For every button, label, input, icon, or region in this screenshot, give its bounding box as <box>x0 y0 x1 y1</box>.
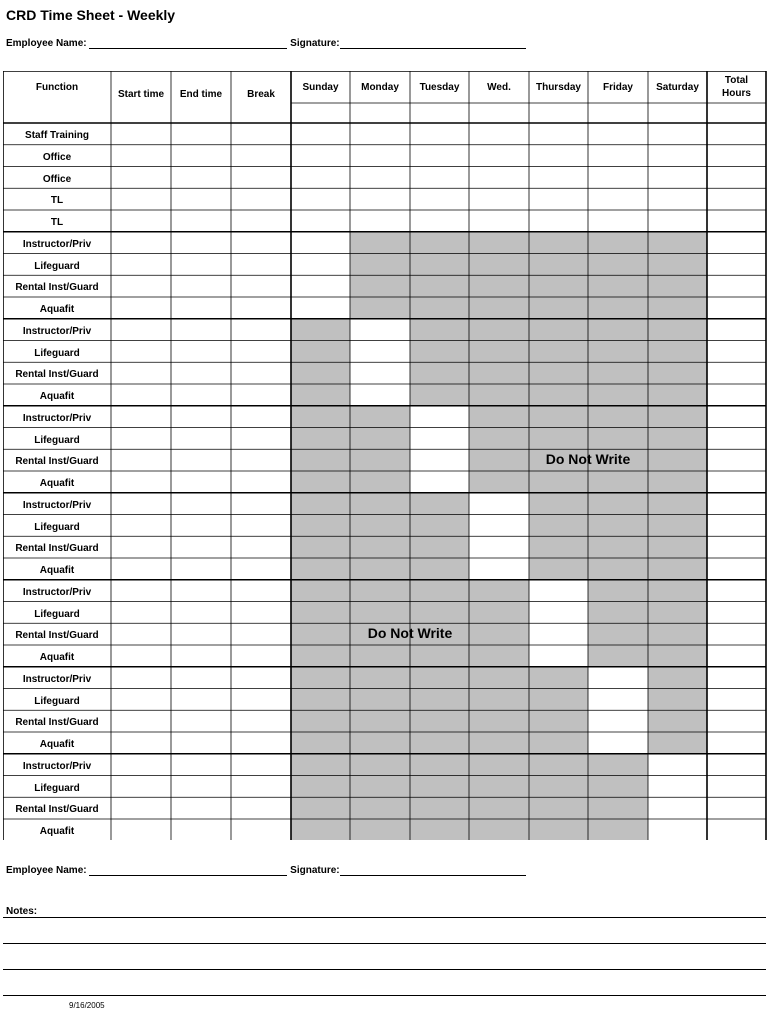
shaded-cell <box>350 580 410 602</box>
function-label: Instructor/Priv <box>22 673 92 685</box>
shaded-cell <box>469 645 529 667</box>
column-header <box>291 81 350 94</box>
function-label: Lifeguard <box>34 608 80 620</box>
shaded-cell <box>350 536 410 558</box>
signature-label-bottom: Signature: <box>290 865 340 876</box>
shaded-cell <box>291 471 350 493</box>
shaded-cell <box>529 819 588 840</box>
function-label: Instructor/Priv <box>22 586 92 598</box>
notes-line-4[interactable] <box>3 995 766 996</box>
employee-name-field-bottom[interactable] <box>89 865 287 876</box>
shaded-cell <box>291 536 350 558</box>
shaded-cell <box>529 275 588 297</box>
shaded-cell <box>469 710 529 732</box>
shaded-cell <box>410 362 469 384</box>
function-label: Rental Inst/Guard <box>15 282 99 294</box>
shaded-cell <box>469 602 529 624</box>
shaded-cell <box>529 776 588 798</box>
shaded-cell <box>469 341 529 363</box>
shaded-cell <box>529 297 588 319</box>
shaded-cell <box>588 580 648 602</box>
shaded-cell <box>410 580 469 602</box>
shaded-cell <box>469 232 529 254</box>
shaded-cell <box>291 558 350 580</box>
shaded-cell <box>469 384 529 406</box>
function-label: TL <box>50 217 64 228</box>
shaded-cell <box>648 602 707 624</box>
signature-field-bottom[interactable] <box>340 865 526 876</box>
shaded-cell <box>410 797 469 819</box>
function-label: Aquafit <box>39 739 75 750</box>
column-header-line: Monday <box>361 82 399 93</box>
shaded-cell <box>291 428 350 450</box>
shaded-cell <box>588 819 648 840</box>
employee-signature-row-bottom <box>6 865 526 876</box>
shaded-cell <box>588 341 648 363</box>
column-header <box>3 81 111 94</box>
shaded-cell <box>350 232 410 254</box>
shaded-cell <box>410 275 469 297</box>
shaded-cell <box>648 341 707 363</box>
shaded-cell <box>350 819 410 840</box>
column-header <box>648 81 707 94</box>
shaded-cell <box>291 384 350 406</box>
do-not-write-label: Do Not Write <box>367 625 453 642</box>
shaded-cell <box>588 754 648 776</box>
shaded-cell <box>410 384 469 406</box>
shaded-cell <box>469 471 529 493</box>
employee-name-label-bottom: Employee Name: <box>6 865 87 876</box>
shaded-cell <box>529 689 588 711</box>
function-label: Instructor/Priv <box>22 499 92 511</box>
shaded-cell <box>648 667 707 689</box>
shaded-cell <box>291 319 350 341</box>
shaded-cell <box>350 297 410 319</box>
shaded-cell <box>648 406 707 428</box>
function-label: Lifeguard <box>34 521 80 533</box>
shaded-cell <box>588 602 648 624</box>
shaded-cell <box>529 232 588 254</box>
shaded-cell <box>410 689 469 711</box>
column-header-line: Thursday <box>535 82 581 93</box>
do-not-write-label: Do Not Write <box>545 451 631 468</box>
column-header <box>111 88 171 101</box>
column-header-line: Wed. <box>487 82 511 93</box>
shaded-cell <box>291 689 350 711</box>
shaded-cell <box>648 536 707 558</box>
function-label: Instructor/Priv <box>22 412 92 424</box>
shaded-cell <box>529 536 588 558</box>
shaded-cell <box>469 275 529 297</box>
function-label: Rental Inst/Guard <box>15 543 99 555</box>
shaded-cell <box>588 797 648 819</box>
shaded-cell <box>469 254 529 276</box>
function-label: Aquafit <box>39 652 75 663</box>
shaded-cell <box>588 623 648 645</box>
shaded-cell <box>350 710 410 732</box>
shaded-cell <box>291 602 350 624</box>
shaded-cell <box>529 493 588 515</box>
shaded-cell <box>529 667 588 689</box>
shaded-cell <box>529 515 588 537</box>
shaded-cell <box>529 754 588 776</box>
shaded-cell <box>350 754 410 776</box>
shaded-cell <box>648 515 707 537</box>
function-label: Rental Inst/Guard <box>15 456 99 468</box>
column-header-line: Tuesday <box>419 82 460 93</box>
shaded-cell <box>291 776 350 798</box>
shaded-cell <box>588 362 648 384</box>
column-header <box>231 88 291 101</box>
shaded-cell <box>410 341 469 363</box>
column-header <box>588 81 648 94</box>
shaded-cell <box>291 819 350 840</box>
shaded-cell <box>350 428 410 450</box>
shaded-cell <box>410 515 469 537</box>
function-label: Instructor/Priv <box>22 238 92 250</box>
shaded-cell <box>588 254 648 276</box>
shaded-cell <box>588 558 648 580</box>
shaded-cell <box>350 689 410 711</box>
shaded-cell <box>648 232 707 254</box>
shaded-cell <box>588 384 648 406</box>
shaded-cell <box>410 602 469 624</box>
shaded-cell <box>648 689 707 711</box>
shaded-cell <box>648 254 707 276</box>
shaded-cell <box>350 406 410 428</box>
employee-signature-row-top <box>6 38 526 49</box>
signature-label: Signature: <box>290 38 340 49</box>
shaded-cell <box>410 819 469 840</box>
column-header-line: Start time <box>117 89 165 100</box>
shaded-cell <box>469 732 529 754</box>
shaded-cell <box>648 319 707 341</box>
shaded-cell <box>469 689 529 711</box>
shaded-cell <box>291 797 350 819</box>
function-label: Lifeguard <box>34 260 80 272</box>
shaded-cell <box>350 732 410 754</box>
column-header <box>171 88 231 101</box>
shaded-cell <box>291 449 350 471</box>
shaded-cell <box>648 580 707 602</box>
function-label: Aquafit <box>39 478 75 489</box>
shaded-cell <box>410 536 469 558</box>
notes-line-1[interactable] <box>3 917 766 918</box>
shaded-cell <box>291 515 350 537</box>
column-header-line: Saturday <box>656 82 699 93</box>
function-label: Instructor/Priv <box>22 325 92 337</box>
shaded-cell <box>469 797 529 819</box>
column-header-line: Sunday <box>302 82 339 93</box>
employee-name-label: Employee Name: <box>6 38 87 49</box>
shaded-cell <box>350 254 410 276</box>
shaded-cell <box>529 406 588 428</box>
shaded-cell <box>410 645 469 667</box>
shaded-cell <box>469 776 529 798</box>
shaded-cell <box>469 319 529 341</box>
shaded-cell <box>648 623 707 645</box>
function-label: Aquafit <box>39 391 75 402</box>
shaded-cell <box>648 645 707 667</box>
column-header-line: End time <box>179 89 223 100</box>
shaded-cell <box>529 341 588 363</box>
timesheet-table <box>3 71 767 840</box>
shaded-cell <box>588 536 648 558</box>
shaded-cell <box>350 493 410 515</box>
shaded-cell <box>529 710 588 732</box>
shaded-cell <box>529 362 588 384</box>
shaded-cell <box>648 362 707 384</box>
shaded-cell <box>350 776 410 798</box>
notes-line-3[interactable] <box>3 969 766 970</box>
shaded-cell <box>469 297 529 319</box>
shaded-cell <box>410 558 469 580</box>
shaded-cell <box>469 754 529 776</box>
shaded-cell <box>410 232 469 254</box>
function-label: Instructor/Priv <box>22 760 92 772</box>
function-label: Lifeguard <box>34 347 80 359</box>
shaded-cell <box>291 754 350 776</box>
shaded-cell <box>291 667 350 689</box>
function-label: Aquafit <box>39 304 75 315</box>
function-label: Rental Inst/Guard <box>15 369 99 381</box>
shaded-cell <box>350 645 410 667</box>
function-label: Rental Inst/Guard <box>15 630 99 642</box>
shaded-cell <box>529 732 588 754</box>
shaded-cell <box>588 232 648 254</box>
column-header-line: Total <box>724 75 749 86</box>
shaded-cell <box>588 297 648 319</box>
shaded-cell <box>529 558 588 580</box>
shaded-cell <box>648 710 707 732</box>
shaded-cell <box>410 254 469 276</box>
shaded-cell <box>350 515 410 537</box>
shaded-cell <box>469 819 529 840</box>
shaded-cell <box>648 558 707 580</box>
shaded-cell <box>588 645 648 667</box>
shaded-cell <box>291 645 350 667</box>
shaded-cell <box>291 710 350 732</box>
shaded-cell <box>588 776 648 798</box>
column-header-line: Hours <box>722 88 751 99</box>
function-label: Aquafit <box>39 826 75 837</box>
shaded-cell <box>648 275 707 297</box>
shaded-cell <box>291 580 350 602</box>
function-label: Staff Training <box>25 130 89 141</box>
shaded-cell <box>588 471 648 493</box>
column-header-line: Break <box>247 89 275 100</box>
shaded-cell <box>291 341 350 363</box>
function-label: Office <box>42 151 72 163</box>
shaded-cell <box>291 406 350 428</box>
shaded-cell <box>529 319 588 341</box>
shaded-cell <box>350 275 410 297</box>
shaded-cell <box>469 667 529 689</box>
shaded-cell <box>588 406 648 428</box>
function-label: Office <box>42 173 72 185</box>
shaded-cell <box>648 493 707 515</box>
shaded-cell <box>410 667 469 689</box>
function-label: Lifeguard <box>34 695 80 707</box>
shaded-cell <box>588 515 648 537</box>
shaded-cell <box>529 254 588 276</box>
shaded-cell <box>648 384 707 406</box>
shaded-cell <box>469 428 529 450</box>
shaded-cell <box>529 428 588 450</box>
column-header <box>707 74 766 100</box>
shaded-cell <box>410 493 469 515</box>
footer-date: 9/16/2005 <box>69 1001 105 1010</box>
shaded-cell <box>410 732 469 754</box>
shaded-cell <box>529 384 588 406</box>
shaded-cell <box>529 797 588 819</box>
function-label: Lifeguard <box>34 782 80 794</box>
function-label: Lifeguard <box>34 434 80 446</box>
shaded-cell <box>648 732 707 754</box>
shaded-cell <box>469 362 529 384</box>
shaded-cell <box>588 428 648 450</box>
shaded-cell <box>648 297 707 319</box>
shaded-cell <box>291 732 350 754</box>
shaded-cell <box>469 406 529 428</box>
shaded-cell <box>410 710 469 732</box>
employee-name-field[interactable] <box>89 38 287 49</box>
shaded-cell <box>350 602 410 624</box>
column-header <box>529 81 588 94</box>
shaded-cell <box>410 297 469 319</box>
shaded-cell <box>648 428 707 450</box>
notes-line-2[interactable] <box>3 943 766 944</box>
column-header <box>350 81 410 94</box>
shaded-cell <box>648 471 707 493</box>
shaded-cell <box>410 319 469 341</box>
page-title: CRD Time Sheet - Weekly <box>6 7 176 23</box>
shaded-cell <box>469 580 529 602</box>
function-label: TL <box>50 195 64 207</box>
column-header <box>410 81 469 94</box>
column-header-line: Friday <box>602 82 633 93</box>
shaded-cell <box>350 558 410 580</box>
shaded-cell <box>291 493 350 515</box>
function-label: Rental Inst/Guard <box>15 717 99 729</box>
shaded-cell <box>529 471 588 493</box>
shaded-cell <box>410 754 469 776</box>
signature-field[interactable] <box>340 38 526 49</box>
function-label: Aquafit <box>39 565 75 576</box>
shaded-cell <box>350 449 410 471</box>
column-header-line: Function <box>35 82 79 93</box>
function-label: Rental Inst/Guard <box>15 804 99 816</box>
shaded-cell <box>350 471 410 493</box>
shaded-cell <box>588 493 648 515</box>
column-header <box>469 81 529 94</box>
notes-label: Notes: <box>6 906 38 917</box>
shaded-cell <box>291 362 350 384</box>
shaded-cell <box>410 776 469 798</box>
shaded-cell <box>588 319 648 341</box>
shaded-cell <box>350 797 410 819</box>
shaded-cell <box>350 667 410 689</box>
shaded-cell <box>588 275 648 297</box>
